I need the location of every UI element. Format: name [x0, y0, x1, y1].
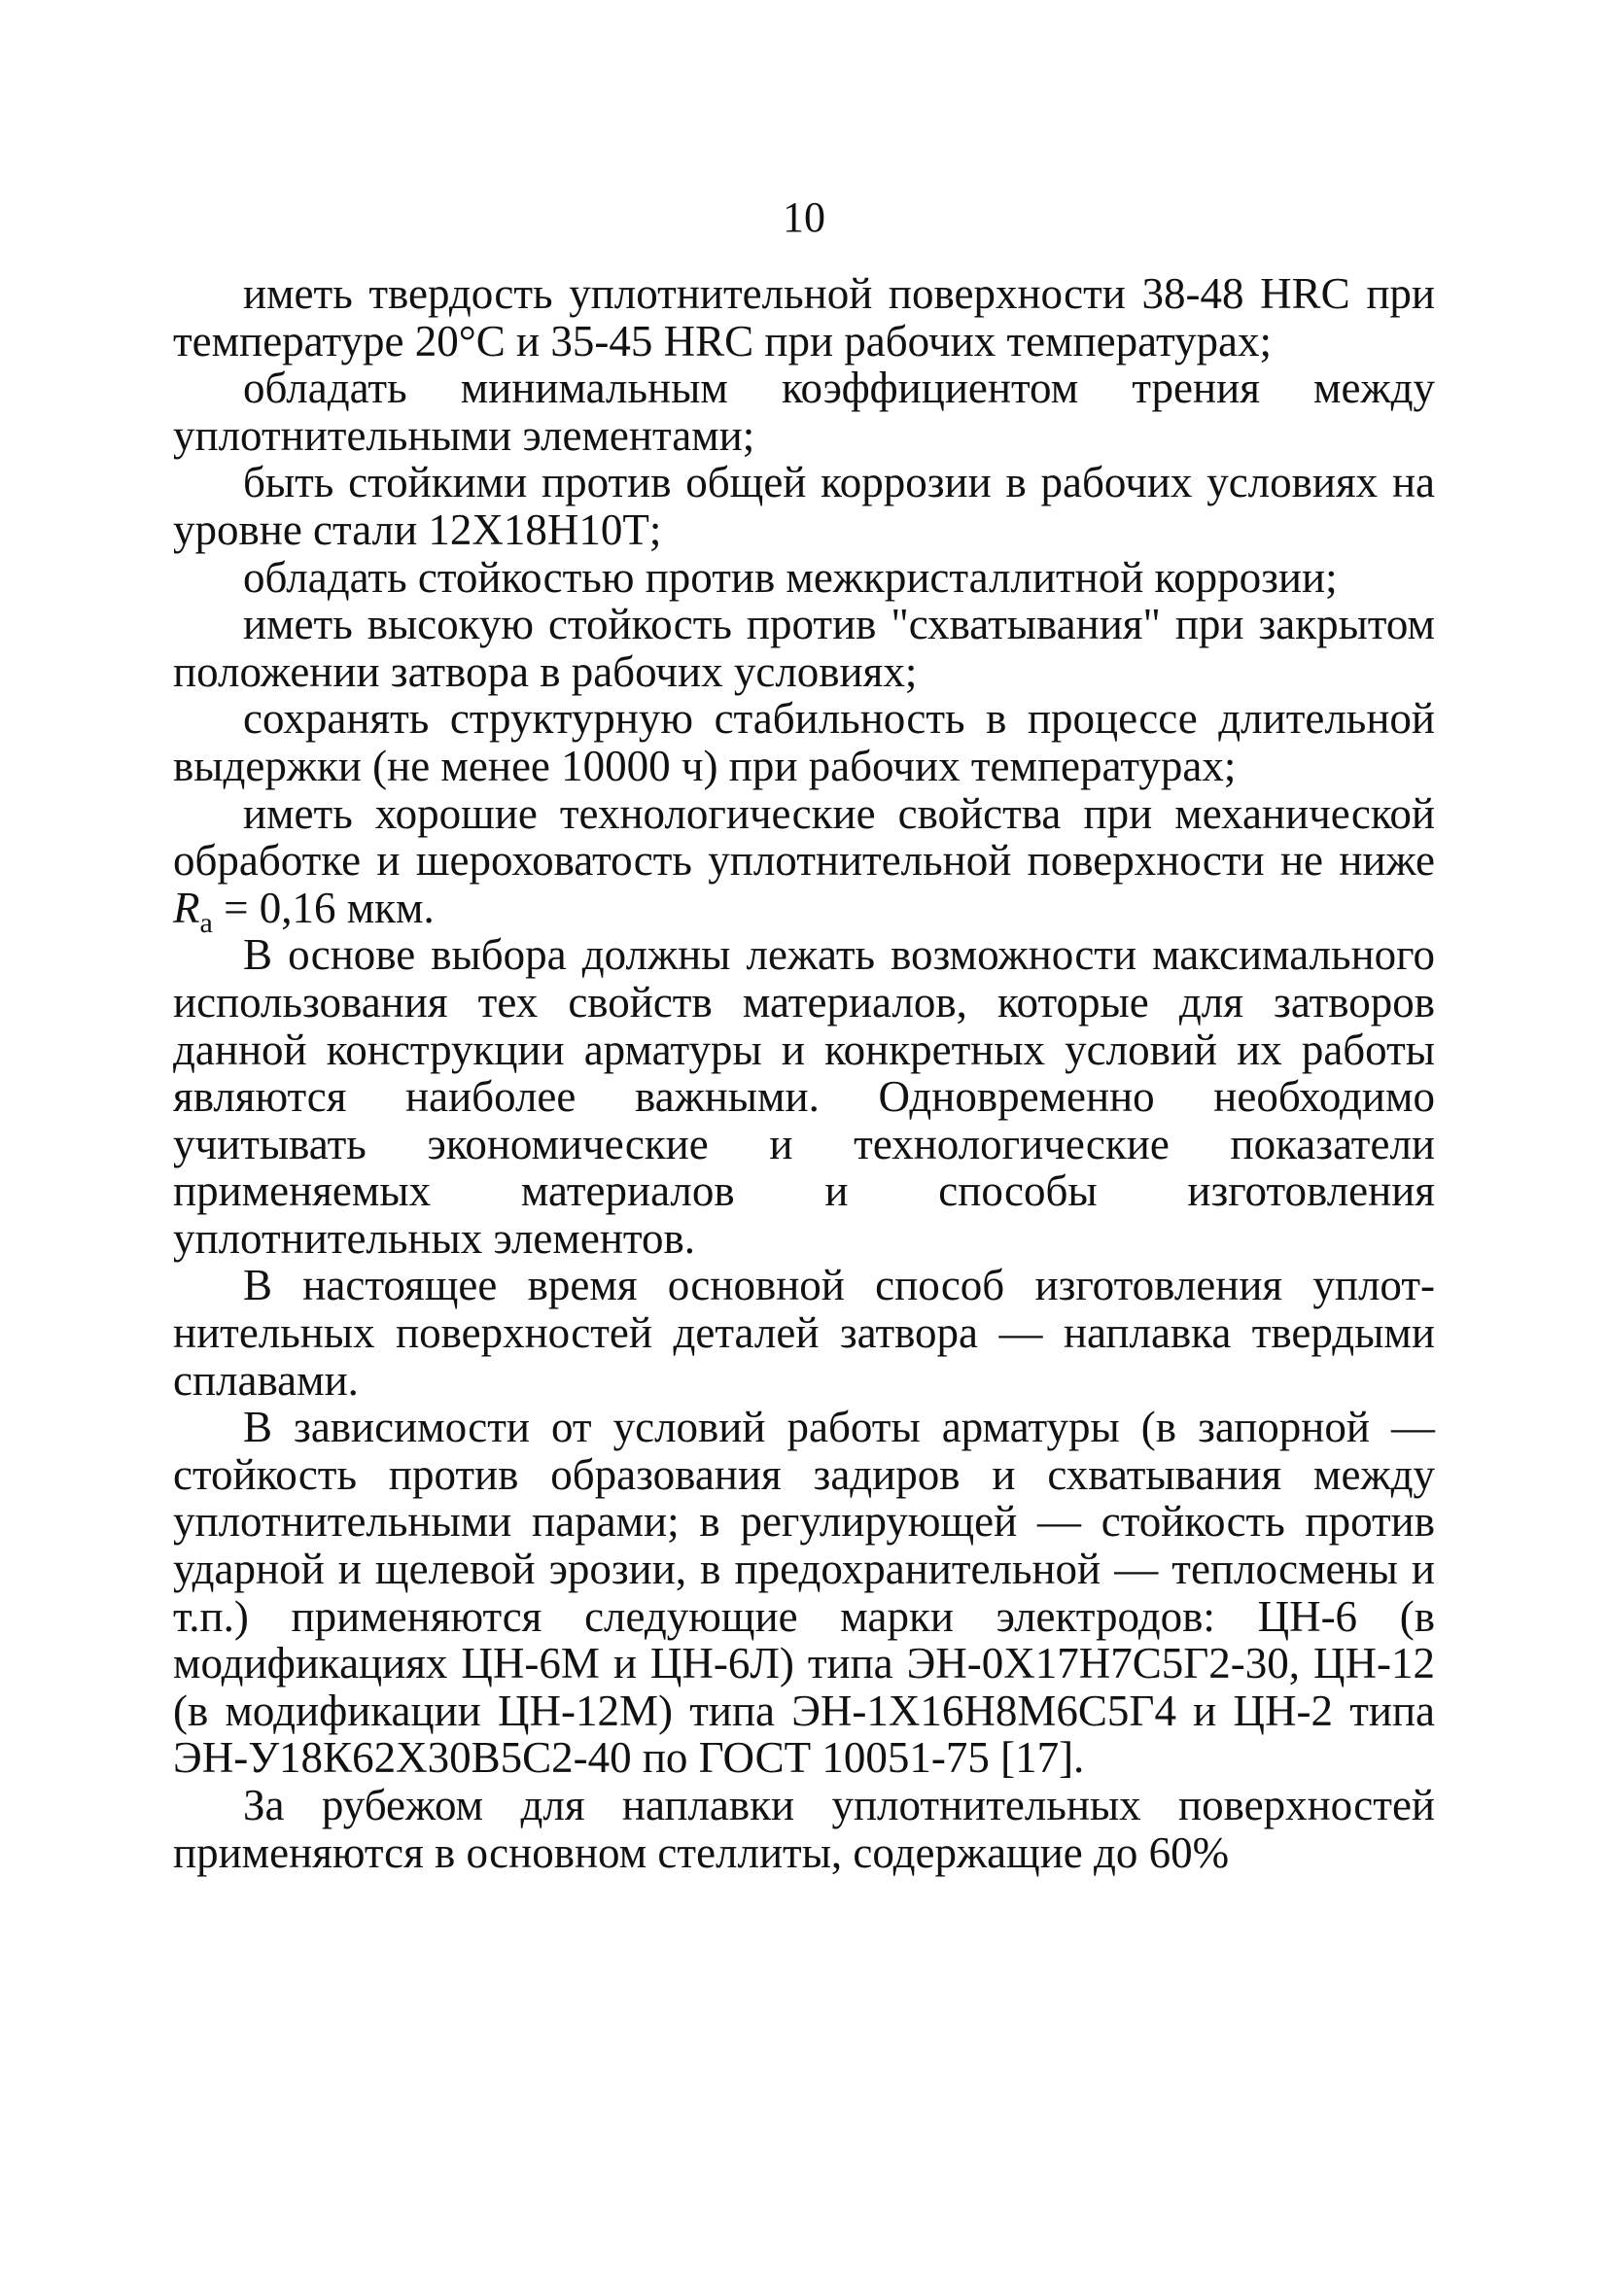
roughness-paragraph: [173, 788, 1435, 939]
paragraph: В основе выбора должны лежать возможности максимального использования тех свойств материалов, которые для затворов данной конструкции арматуры и конкретных условий их работы являются наиболее важными. Одновременно необходимо учитывать экономические и технологические показатели применяемых материалов и способы изготовления уплотнительных элементов.: [173, 930, 1435, 1263]
paragraph: иметь высокую стойкость против "схватывания" при закрытом положении затвора в рабочих условиях;: [173, 600, 1435, 696]
roughness-subscript: a: [199, 906, 213, 939]
paragraph: сохранять структурную стабильность в процессе длительной выдержки (не менее 10000 ч) при рабочих температурах;: [173, 694, 1435, 790]
paragraph: иметь твердость уплотнительной поверхности 38-48 HRC при температуре 20°C и 35-45 HRC при рабочих температурах;: [173, 269, 1435, 365]
roughness-symbol: R: [173, 883, 200, 932]
roughness-value: = 0,16 мкм.: [212, 883, 435, 932]
paragraph: обладать минимальным коэффициентом трения между уплотнительными элементами;: [173, 364, 1435, 460]
paragraph: В зависимости от условий работы арматуры (в запорной — стойкость против образования задиров и схватывания между уплотнительными парами; в регулирующей — стойкость против ударной и щелевой эрозии, в предохранительной — теплосмены и т.п.) применяются следующие марки электродов: ЦН-6 (в модификациях ЦН-6М и ЦН-6Л) типа ЭН-0Х17Н7С5Г2-30, ЦН-12 (в модификации ЦН-12М) типа ЭН-1Х16Н8М6С5Г4 и ЦН-2 типа ЭН-У18К62Х30В5С2-40 по ГОСТ 10051-75 [17].: [173, 1403, 1435, 1783]
paragraph: обладать стойкостью против межкристаллитной коррозии;: [243, 552, 1338, 602]
body-text: [173, 270, 1435, 1876]
paragraph: За рубежом для наплавки уплотнительных поверхностей применяются в основном стеллиты, содержащие до 60%: [173, 1781, 1435, 1877]
page-number: 10: [783, 193, 825, 241]
paragraph: В настоящее время основной способ изготовления уплотнительных поверхностей деталей затвора — наплавка твердыми сплавами.: [173, 1261, 1435, 1405]
paragraph: быть стойкими против общей коррозии в рабочих условиях на уровне стали 12Х18Н10Т;: [173, 458, 1435, 554]
roughness-text: иметь хорошие технологические свойства при механической обработке и шероховатость уплотнительной поверхности не ниже: [173, 788, 1435, 886]
